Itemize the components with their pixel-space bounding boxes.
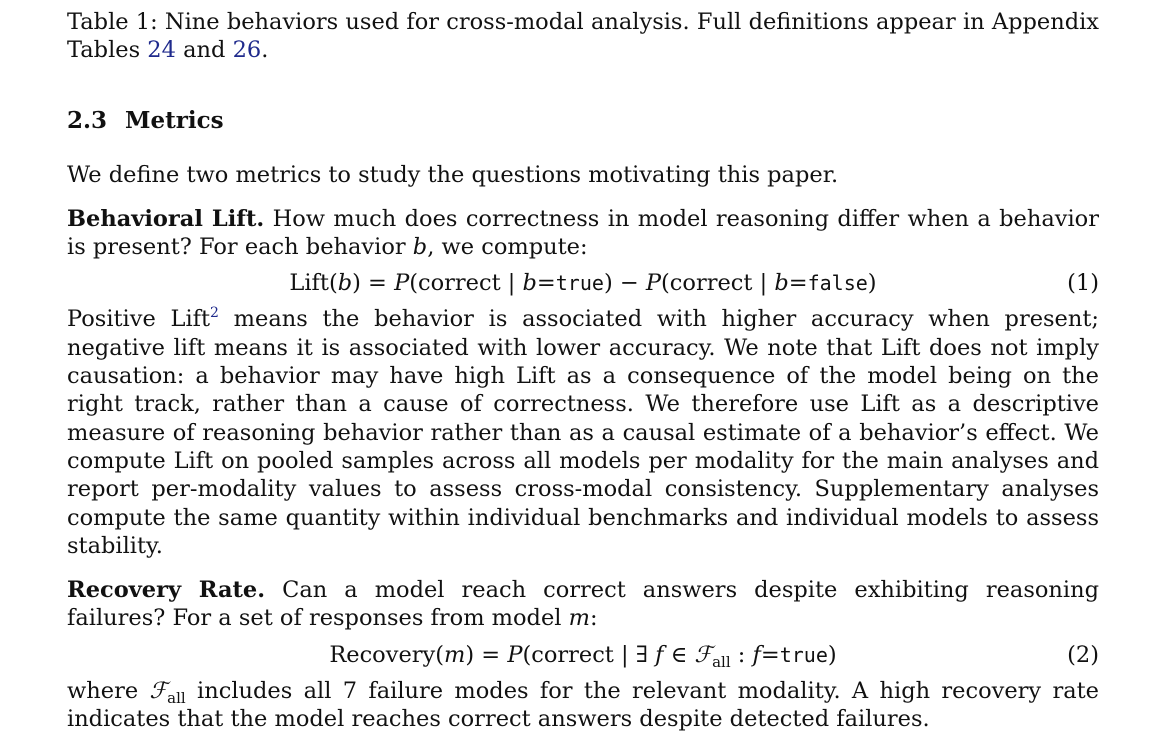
eq2-open: ( xyxy=(435,641,445,668)
lift-paragraph xyxy=(67,205,1099,262)
recovery-var-m: m xyxy=(568,605,590,632)
equation-lift-body xyxy=(67,261,1099,305)
eq1-cond1-post: ) xyxy=(603,270,613,297)
lift-text-a: How much does correctness in model reasoning differ when a behavior is present? For each behavior xyxy=(67,205,1099,261)
eq1-minus: − xyxy=(612,270,646,297)
caption-text: Table 1: Nine behaviors used for cross-modal analysis. Full definitions appear in Appendix Tables xyxy=(67,9,1099,64)
eq1-cond2-eq: = xyxy=(788,270,808,297)
eq2-in: ∈ xyxy=(663,641,695,668)
eq2-cond-val: true xyxy=(779,642,828,667)
table-caption xyxy=(67,8,1099,65)
where-paragraph xyxy=(67,677,1099,734)
eq2-colon: : xyxy=(730,641,753,668)
eq2-close: ) xyxy=(465,641,475,668)
lift-var-b: b xyxy=(412,234,428,261)
eq1-var: b xyxy=(337,270,353,297)
eq2-cond-pre: (correct | ∃ xyxy=(522,641,656,668)
eq2-set-sub: all xyxy=(712,652,731,671)
eq1-equals: = xyxy=(360,270,395,297)
eq1-cond2-post: ) xyxy=(867,270,877,297)
paper-page xyxy=(67,8,1099,733)
table-ref-24-link[interactable]: 24 xyxy=(147,37,176,64)
equation-recovery-body xyxy=(67,633,1099,677)
eq2-p: P xyxy=(507,641,523,668)
eq2-set: ℱ xyxy=(694,641,713,668)
lift-expl-post: means the behavior is associated with higher accuracy when present; negative lift means it is associated with lower accuracy. We note that Lift does not imply causation: a behavior may have high Lift as a consequence of the model being on the right track, rather than a cause of correctness. We therefore use Lift as a descriptive measure of reasoning behavior rather than as a causal estimate of a behavior’s effect. We compute Lift on pooled samples across all models per modality for the main analyses and report per-modality values to assess cross-modal consistency. Supplementary analyses compute the same quantity within individual benchmarks and individual models to assess stability. xyxy=(67,306,1099,559)
lift-heading: Behavioral Lift. xyxy=(67,205,265,232)
recovery-heading: Recovery Rate. xyxy=(67,577,266,604)
recovery-text-b: : xyxy=(589,605,598,632)
eq1-cond1-var: b xyxy=(522,270,537,297)
where-post: includes all 7 failure modes for the relevant modality. A high recovery rate indicates that the model reaches correct answers despite detected failures. xyxy=(67,677,1099,733)
table-ref-26-link[interactable]: 26 xyxy=(232,37,262,64)
section-number: 2.3 xyxy=(67,106,108,134)
caption-end: . xyxy=(261,37,269,64)
equation-number-1: (1) xyxy=(1067,270,1099,297)
eq1-cond2-pre: (correct | xyxy=(661,270,775,297)
eq2-fn: Recovery xyxy=(329,641,436,668)
caption-and: and xyxy=(175,37,233,64)
where-pre: where xyxy=(67,677,150,704)
intro-paragraph: We define two metrics to study the questions motivating this paper. xyxy=(67,161,839,188)
section-title: Metrics xyxy=(125,106,224,134)
eq1-cond1-val: true xyxy=(555,271,604,296)
eq2-equals: = xyxy=(474,641,508,668)
where-set: ℱ xyxy=(149,677,168,704)
section-heading xyxy=(67,107,1099,135)
eq1-cond1-pre: (correct | xyxy=(409,270,523,297)
equation-number-2: (2) xyxy=(1067,641,1099,668)
eq2-var: m xyxy=(444,641,466,668)
eq2-f2: f xyxy=(752,641,761,668)
eq1-p1: P xyxy=(394,270,410,297)
eq1-fn: Lift xyxy=(289,270,329,297)
eq2-cond-eq: = xyxy=(760,641,780,668)
eq1-cond2-val: false xyxy=(807,271,868,296)
eq1-p2: P xyxy=(645,270,662,297)
eq1-cond1-eq: = xyxy=(536,270,556,297)
lift-expl-pre: Positive Lift xyxy=(67,306,211,333)
eq2-cond-post: ) xyxy=(827,641,837,668)
where-set-sub: all xyxy=(167,688,186,707)
eq1-open: ( xyxy=(328,270,338,297)
footnote-2-link[interactable]: 2 xyxy=(210,305,219,322)
eq1-cond2-var: b xyxy=(774,270,789,297)
eq1-close: ) xyxy=(352,270,361,297)
equation-lift xyxy=(67,261,1099,305)
equation-recovery xyxy=(67,633,1099,677)
recovery-paragraph xyxy=(67,576,1099,633)
recovery-text-a: Can a model reach correct answers despite exhibiting reasoning failures? For a set of responses from model xyxy=(67,577,1099,632)
lift-explanation-paragraph xyxy=(67,305,1099,560)
lift-text-b: , we compute: xyxy=(427,234,588,261)
eq2-f: f xyxy=(655,641,664,668)
